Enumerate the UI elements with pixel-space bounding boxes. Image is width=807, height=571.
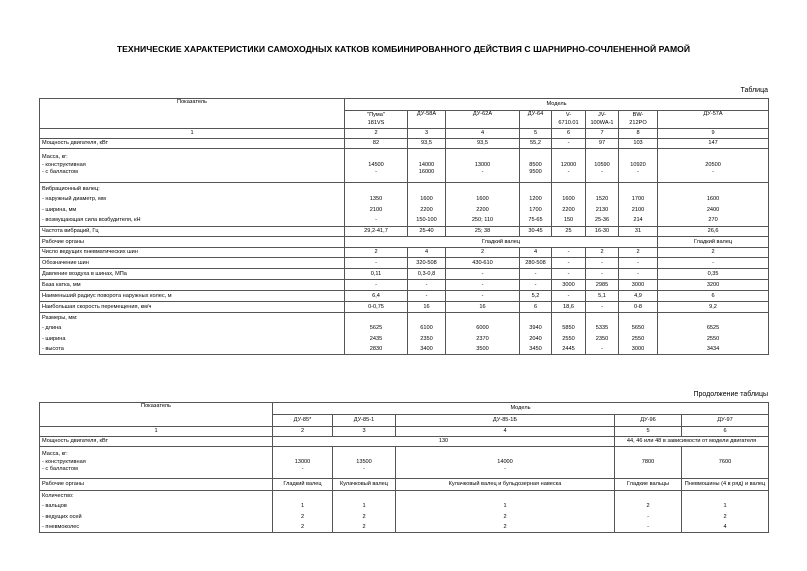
table-row [40, 258, 769, 269]
cell: 0,35 [658, 269, 769, 280]
cell: - [446, 291, 520, 302]
cell: - [552, 248, 586, 258]
cell: - [586, 258, 619, 269]
cell: 2 [345, 248, 408, 258]
header-model: Модель [273, 403, 769, 415]
row-label: Наименьший радиус поворота наружных колес, м [40, 291, 345, 302]
model-name: ДУ-85-1 [333, 415, 396, 427]
row-label: Рабочие органы [40, 479, 273, 491]
cell: 8500 9500 [520, 149, 552, 183]
cell: 6,4 [345, 291, 408, 302]
cell: 16 [408, 302, 446, 313]
cell: 1 2 2 [333, 491, 396, 533]
table-row [40, 313, 769, 355]
row-label: Наибольшая скорость перемещения, км/ч [40, 302, 345, 313]
cell: 0-8 [619, 302, 658, 313]
cell: 44, 46 или 48 в зависимости от модели двигателя [615, 437, 769, 447]
cell: 3000 [552, 280, 586, 291]
table-row [40, 427, 769, 437]
cell: Гладкий валец [345, 237, 658, 248]
model-name: BW- 212PO [619, 111, 658, 129]
model-name: "Пума" 181VS [345, 111, 408, 129]
row-label: Частота вибраций, Гц [40, 227, 345, 237]
col-number: 6 [552, 129, 586, 139]
cell: 6100 2350 3400 [408, 313, 446, 355]
cell: 0,3-0,8 [408, 269, 446, 280]
cell: 1600 2200 150 [552, 183, 586, 227]
cell: - [552, 258, 586, 269]
cell: - [552, 269, 586, 280]
cell: 5335 2350 - [586, 313, 619, 355]
cell: 55,2 [520, 139, 552, 149]
col-number: 2 [345, 129, 408, 139]
header-param: Показатель [40, 403, 273, 427]
row-label: Масса, кг: - конструктивная - с балластом [40, 149, 345, 183]
cell: 1 2 4 [682, 491, 769, 533]
col-number: 3 [333, 427, 396, 437]
cell: 12000 - [552, 149, 586, 183]
cell: 2 [446, 248, 520, 258]
cell: - [408, 280, 446, 291]
row-label: Размеры, мм: - длина - ширина - высота [40, 313, 345, 355]
cell: 4 [520, 248, 552, 258]
cell: 14500 - [345, 149, 408, 183]
cell: 1600 2200 150-100 [408, 183, 446, 227]
cell: 2985 [586, 280, 619, 291]
cell: 9,2 [658, 302, 769, 313]
table-row [40, 183, 769, 227]
model-name: ДУ-64 [520, 111, 552, 129]
cell: 7800 [615, 447, 682, 479]
cell: 97 [586, 139, 619, 149]
header-model: Модель [345, 99, 769, 111]
cell: - [552, 291, 586, 302]
col-number: 5 [615, 427, 682, 437]
cell: 30-45 [520, 227, 552, 237]
cell: 2 [619, 248, 658, 258]
cell: 14000 - [396, 447, 615, 479]
cell: 18,6 [552, 302, 586, 313]
cell: 1200 1700 75-65 [520, 183, 552, 227]
cell: 430-610 [446, 258, 520, 269]
table-row [40, 269, 769, 280]
row-label: Обозначение шин [40, 258, 345, 269]
col-number: 4 [396, 427, 615, 437]
model-name: ДУ-62А [446, 111, 520, 129]
cell: 103 [619, 139, 658, 149]
specs-table-1 [39, 98, 769, 355]
table-row [40, 479, 769, 491]
row-label: Масса, кг: - конструктивная - с балластом [40, 447, 273, 479]
cell: 1 2 2 [396, 491, 615, 533]
row-label: Рабочие органы [40, 237, 345, 248]
row-label: Число ведущих пневматических шин [40, 248, 345, 258]
cell: 3200 [658, 280, 769, 291]
cell: Кулачковый валец и бульдозерная навеска [396, 479, 615, 491]
cell: 10920 - [619, 149, 658, 183]
col-number: 7 [586, 129, 619, 139]
table-row [40, 291, 769, 302]
cell: 6 [658, 291, 769, 302]
model-name: ДУ-96 [615, 415, 682, 427]
table1-caption: Таблица [740, 87, 768, 94]
col-number: 2 [273, 427, 333, 437]
col-number: 4 [446, 129, 520, 139]
cell: 0-0,75 [345, 302, 408, 313]
table-row [40, 302, 769, 313]
cell: 16-30 [586, 227, 619, 237]
cell: 147 [658, 139, 769, 149]
row-label: База катка, мм [40, 280, 345, 291]
cell: 26,6 [658, 227, 769, 237]
cell: 3940 2040 3450 [520, 313, 552, 355]
table-row [40, 491, 769, 533]
cell: 20500 - [658, 149, 769, 183]
cell: 82 [345, 139, 408, 149]
cell: Гладкие вальцы [615, 479, 682, 491]
row-label: Давление воздуха в шинах, МПа [40, 269, 345, 280]
model-name: ДУ-85-1Б [396, 415, 615, 427]
cell: 1520 2130 25-36 [586, 183, 619, 227]
table-row [40, 248, 769, 258]
col-number: 9 [658, 129, 769, 139]
cell: 1 2 2 [273, 491, 333, 533]
cell: Гладкий валец [658, 237, 769, 248]
cell: 25 [552, 227, 586, 237]
table-row [40, 280, 769, 291]
cell: 4 [408, 248, 446, 258]
cell: 1350 2100 - [345, 183, 408, 227]
cell: 16 [446, 302, 520, 313]
cell: 5,2 [520, 291, 552, 302]
cell: 5625 2435 2830 [345, 313, 408, 355]
cell: - [619, 269, 658, 280]
cell: - [345, 280, 408, 291]
cell: 13500 - [333, 447, 396, 479]
cell: 130 [273, 437, 615, 447]
cell: 6 [520, 302, 552, 313]
cell: 4,9 [619, 291, 658, 302]
col-number: 5 [520, 129, 552, 139]
cell: 1700 2100 214 [619, 183, 658, 227]
cell: 6525 2550 3434 [658, 313, 769, 355]
cell: Кулачковый валец [333, 479, 396, 491]
cell: - [520, 280, 552, 291]
model-name: ДУ-58А [408, 111, 446, 129]
col-number: 3 [408, 129, 446, 139]
table-row [40, 129, 769, 139]
table-row [40, 149, 769, 183]
cell: - [520, 269, 552, 280]
model-name: ДУ-97 [682, 415, 769, 427]
cell: 29,2-41,7 [345, 227, 408, 237]
cell: 2 - - [615, 491, 682, 533]
col-number: 8 [619, 129, 658, 139]
row-label: Количество: - вальцов - ведущих осей - пневмоколес [40, 491, 273, 533]
cell: - [586, 302, 619, 313]
cell: 0,11 [345, 269, 408, 280]
cell: - [446, 280, 520, 291]
cell: 93,5 [408, 139, 446, 149]
table-row [40, 437, 769, 447]
cell: 13000 - [446, 149, 520, 183]
col-number: 6 [682, 427, 769, 437]
page-title: ТЕХНИЧЕСКИЕ ХАРАКТЕРИСТИКИ САМОХОДНЫХ КАТКОВ КОМБИНИРОВАННОГО ДЕЙСТВИЯ С ШАРНИРНО-СОЧЛЕНЕННОЙ РАМОЙ [116, 44, 691, 54]
col-number: 1 [40, 129, 345, 139]
table-row [40, 139, 769, 149]
cell: - [446, 269, 520, 280]
model-name: V- 6710.01 [552, 111, 586, 129]
cell: 31 [619, 227, 658, 237]
cell: - [345, 258, 408, 269]
cell: 5,1 [586, 291, 619, 302]
cell: 2 [658, 248, 769, 258]
cell: - [619, 258, 658, 269]
cell: 7600 [682, 447, 769, 479]
table-row [40, 447, 769, 479]
cell: - [586, 269, 619, 280]
model-name: ДУ-85* [273, 415, 333, 427]
cell: 5850 2550 2445 [552, 313, 586, 355]
cell: 10590 - [586, 149, 619, 183]
specs-table-2 [39, 402, 769, 533]
row-label: Мощность двигателя, кВт [40, 437, 273, 447]
cell: 6000 2370 3500 [446, 313, 520, 355]
cell: Гладкий валец [273, 479, 333, 491]
cell: 5650 2550 3000 [619, 313, 658, 355]
cell: Пневмошины (4 в ряд) и валец [682, 479, 769, 491]
cell: 25-40 [408, 227, 446, 237]
cell: 1600 2200 250; 110 [446, 183, 520, 227]
cell: 93,5 [446, 139, 520, 149]
row-label: Вибрационный валец: - наружный диаметр, мм - ширина, мм - возмущающая сила возбудителя, кН [40, 183, 345, 227]
table-row [40, 227, 769, 237]
table-row [40, 99, 769, 111]
table2-caption: Продолжение таблицы [693, 391, 768, 398]
table-row [40, 403, 769, 415]
row-label: Мощность двигателя, кВт [40, 139, 345, 149]
cell: 25; 38 [446, 227, 520, 237]
cell: - [552, 139, 586, 149]
cell: 320-508 [408, 258, 446, 269]
cell: 2 [586, 248, 619, 258]
cell: 14000 16000 [408, 149, 446, 183]
cell: - [408, 291, 446, 302]
cell: 13000 - [273, 447, 333, 479]
model-name: JV- 100WA-1 [586, 111, 619, 129]
header-param: Показатель [40, 99, 345, 129]
cell: - [658, 258, 769, 269]
cell: 280-508 [520, 258, 552, 269]
col-number: 1 [40, 427, 273, 437]
model-name: ДУ-57А [658, 111, 769, 129]
table-row [40, 237, 769, 248]
cell: 1600 2400 270 [658, 183, 769, 227]
cell: 3000 [619, 280, 658, 291]
